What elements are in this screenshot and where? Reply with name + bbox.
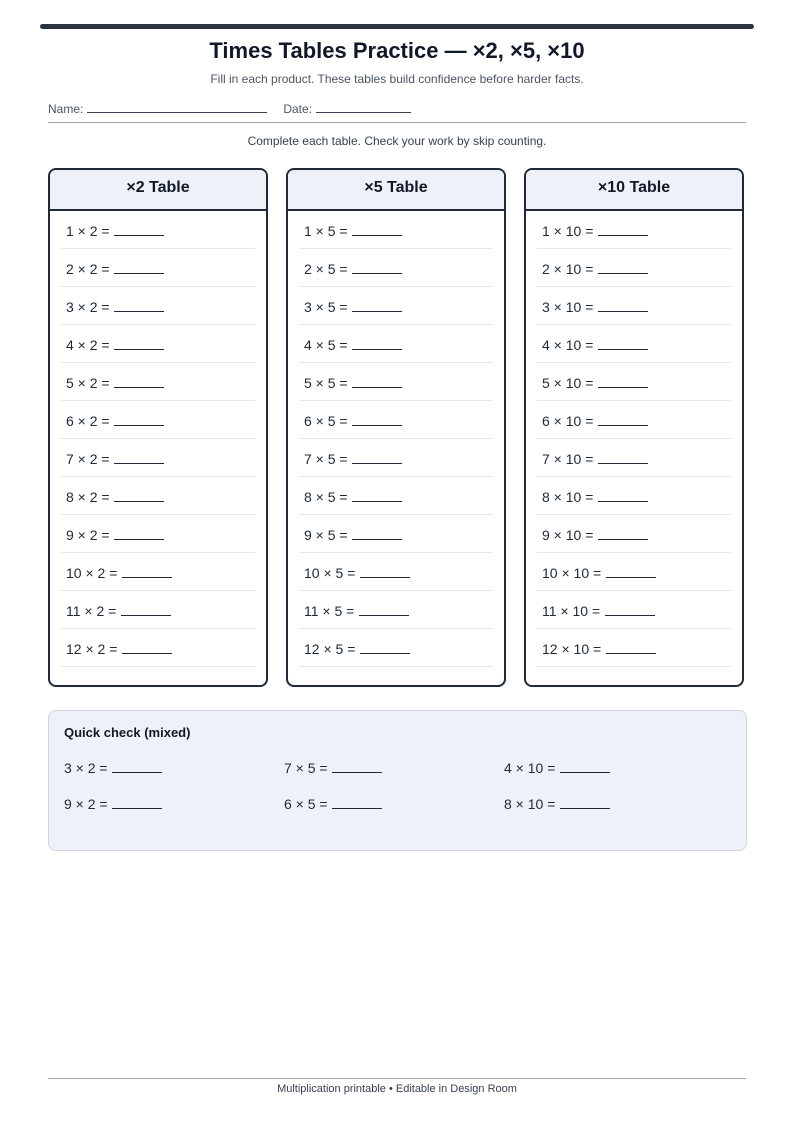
answer-blank[interactable] [598,375,648,388]
quick-check-title: Quick check (mixed) [64,725,191,740]
answer-blank[interactable] [598,299,648,312]
answer-blank[interactable] [114,223,164,236]
problem-row [537,287,731,325]
answer-blank[interactable] [332,796,382,809]
answer-blank[interactable] [114,451,164,464]
problem-text: 3 × 2 = [66,299,110,315]
problem-row [61,629,255,667]
problem-row [299,553,493,591]
answer-blank[interactable] [598,527,648,540]
problem-row [299,515,493,553]
problem-text: 9 × 5 = [304,527,348,543]
answer-blank[interactable] [114,337,164,350]
problem-row [299,287,493,325]
answer-blank[interactable] [360,641,410,654]
quick-check-item [64,796,162,812]
problem-text: 3 × 2 = [64,760,108,776]
answer-blank[interactable] [114,375,164,388]
problem-row [61,249,255,287]
footer-divider [48,1078,746,1079]
name-date-row [48,100,411,116]
problem-row [299,363,493,401]
problem-row [537,325,731,363]
answer-blank[interactable] [598,337,648,350]
problem-text: 6 × 10 = [542,413,594,429]
name-label: Name: [48,102,84,116]
quick-check-item [504,796,610,812]
problem-row [299,325,493,363]
problem-row [537,211,731,249]
problem-text: 4 × 2 = [66,337,110,353]
problem-text: 11 × 5 = [304,603,355,619]
answer-blank[interactable] [112,760,162,773]
problem-row [537,439,731,477]
problem-text: 8 × 5 = [304,489,348,505]
problem-text: 7 × 5 = [304,451,348,467]
problem-text: 10 × 5 = [304,565,356,581]
table-heading: ×5 Table [288,170,504,211]
problem-text: 6 × 2 = [66,413,110,429]
problem-row [61,553,255,591]
answer-blank[interactable] [352,299,402,312]
problem-list [50,211,266,667]
problem-row [299,477,493,515]
problem-row [299,401,493,439]
problem-text: 12 × 5 = [304,641,356,657]
problem-text: 4 × 10 = [542,337,594,353]
problem-row [61,477,255,515]
answer-blank[interactable] [605,603,655,616]
problem-row [537,477,731,515]
answer-blank[interactable] [352,451,402,464]
answer-blank[interactable] [359,603,409,616]
problem-text: 1 × 2 = [66,223,110,239]
problem-text: 5 × 2 = [66,375,110,391]
problem-text: 6 × 5 = [284,796,328,812]
problem-row [61,287,255,325]
footer-text: Multiplication printable • Editable in Design Room [277,1083,517,1095]
answer-blank[interactable] [121,603,171,616]
problem-text: 3 × 10 = [542,299,594,315]
problem-text: 1 × 5 = [304,223,348,239]
problem-row [537,553,731,591]
problem-text: 2 × 5 = [304,261,348,277]
table-heading: ×10 Table [526,170,742,211]
problem-text: 12 × 10 = [542,641,602,657]
answer-blank[interactable] [352,223,402,236]
problem-text: 10 × 2 = [66,565,118,581]
problem-text: 8 × 2 = [66,489,110,505]
quick-check-item [64,760,162,776]
problem-text: 8 × 10 = [542,489,594,505]
problem-text: 5 × 10 = [542,375,594,391]
top-accent-bar [40,24,754,29]
problem-row [537,515,731,553]
problem-row [61,401,255,439]
name-field[interactable] [87,100,267,113]
answer-blank[interactable] [360,565,410,578]
problem-row [299,249,493,287]
instructions: Complete each table. Check your work by skip counting. [247,134,547,148]
problem-text: 3 × 5 = [304,299,348,315]
quick-check-item [284,796,382,812]
answer-blank[interactable] [352,375,402,388]
problem-row [537,629,731,667]
quick-check-item [284,760,382,776]
table-card-x5 [286,168,506,687]
answer-blank[interactable] [598,413,648,426]
problem-row [537,249,731,287]
date-field[interactable] [316,100,411,113]
problem-row [299,211,493,249]
problem-row [299,439,493,477]
answer-blank[interactable] [114,413,164,426]
date-label: Date: [283,102,313,116]
problem-text: 9 × 2 = [64,796,108,812]
problem-text: 11 × 10 = [542,603,601,619]
problem-text: 2 × 2 = [66,261,110,277]
problem-text: 12 × 2 = [66,641,118,657]
problem-text: 4 × 10 = [504,760,556,776]
answer-blank[interactable] [114,299,164,312]
answer-blank[interactable] [352,489,402,502]
problem-row [537,363,731,401]
answer-blank[interactable] [352,527,402,540]
answer-blank[interactable] [114,527,164,540]
answer-blank[interactable] [598,451,648,464]
problem-text: 6 × 5 = [304,413,348,429]
answer-blank[interactable] [598,489,648,502]
table-card-x10 [524,168,744,687]
quick-check-item [504,760,610,776]
problem-row [537,401,731,439]
problem-row [61,325,255,363]
answer-blank[interactable] [560,796,610,809]
problem-row [61,211,255,249]
problem-text: 10 × 10 = [542,565,602,581]
problem-row [537,591,731,629]
problem-text: 2 × 10 = [542,261,594,277]
answer-blank[interactable] [352,337,402,350]
answer-blank[interactable] [598,261,648,274]
problem-list [288,211,504,667]
problem-text: 7 × 2 = [66,451,110,467]
answer-blank[interactable] [112,796,162,809]
problem-list [526,211,742,667]
answer-blank[interactable] [114,261,164,274]
problem-row [299,591,493,629]
answer-blank[interactable] [606,641,656,654]
problem-text: 8 × 10 = [504,796,556,812]
problem-text: 11 × 2 = [66,603,117,619]
table-heading: ×2 Table [50,170,266,211]
problem-text: 4 × 5 = [304,337,348,353]
answer-blank[interactable] [332,760,382,773]
answer-blank[interactable] [352,413,402,426]
table-card-x2 [48,168,268,687]
answer-blank[interactable] [352,261,402,274]
answer-blank[interactable] [606,565,656,578]
problem-text: 7 × 5 = [284,760,328,776]
header-divider [48,122,746,123]
problem-row [61,515,255,553]
problem-row [61,363,255,401]
quick-check-box [48,710,747,851]
problem-row [61,591,255,629]
problem-text: 7 × 10 = [542,451,594,467]
problem-text: 5 × 5 = [304,375,348,391]
problem-row [61,439,255,477]
answer-blank[interactable] [560,760,610,773]
page-subtitle: Fill in each product. These tables build confidence before harder facts. [210,72,584,86]
problem-row [299,629,493,667]
problem-text: 9 × 10 = [542,527,594,543]
answer-blank[interactable] [122,641,172,654]
answer-blank[interactable] [598,223,648,236]
answer-blank[interactable] [114,489,164,502]
problem-text: 1 × 10 = [542,223,594,239]
problem-text: 9 × 2 = [66,527,110,543]
page-title: Times Tables Practice — ×2, ×5, ×10 [209,38,585,63]
answer-blank[interactable] [122,565,172,578]
